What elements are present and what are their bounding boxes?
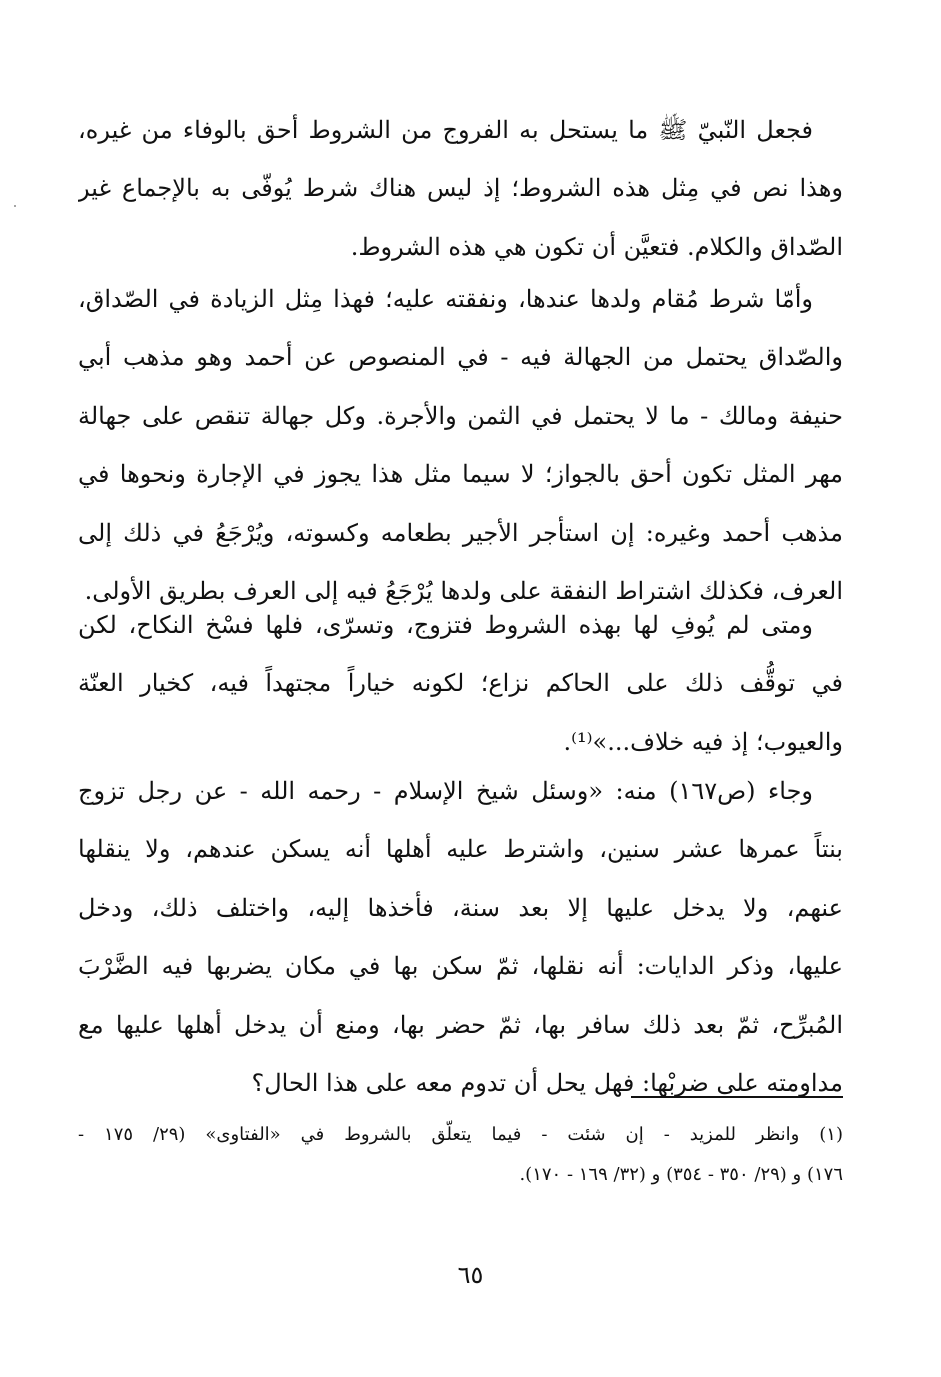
paragraph-line: عليها، وذكر الدايات: أنه نقلها، ثمّ سكن بها في مكان يضربها فيه الضَّرْبَ (78, 952, 843, 981)
paragraph-line: عنهم، ولا يدخل عليها إلا بعد سنة، فأخذها إليه، واختلف ذلك، ودخل (78, 893, 843, 922)
footnote-line: ١٧٦) و (٢٩/ ٣٥٠ - ٣٥٤) و (٣٢/ ١٦٩ - ١٧٠). (519, 1164, 843, 1185)
paragraph-line: مداومته على ضربْها: فهل يحل أن تدوم معه على هذا الحال؟ (251, 1068, 843, 1097)
footnote-separator (631, 1096, 843, 1098)
paragraph-line: في توقُّف ذلك على الحاكم نزاع؛ لكونه خياراً مجتهداً فيه، كخيار العنّة (78, 669, 843, 698)
footnote (78, 1115, 843, 1195)
paragraph-line: فجعل النّبيّ ﷺ ما يستحل به الفروج من الشروط أحق بالوفاء من غيره، (78, 116, 813, 144)
paragraph-line: الصّداق والكلام. فتعيَّن أن تكون هي هذه الشروط. (350, 232, 843, 261)
footnote-line: (١) وانظر للمزيد - إن شئت - فيما يتعلّق بالشروط في «الفتاوى» (٢٩/ ١٧٥ - (78, 1124, 843, 1145)
paragraph-line: ومتى لم يُوفِ لها بهذه الشروط فتزوج، وتسرّى، فلها فسْخ النكاح، لكن (78, 611, 813, 639)
paragraph-line: وأمّا شرط مُقام ولدها عندها، ونفقته عليه؛ فهذا مِثل الزيادة في الصّداق، (78, 285, 813, 313)
paragraph-line: مهر المثل تكون أحق بالجواز؛ لا سيما مثل هذا يجوز في الإجارة ونحوها في (78, 460, 843, 489)
paragraph-line: والصّداق يحتمل من الجهالة فيه - في المنصوص عن أحمد وهو مذهب أبي (78, 343, 843, 372)
paragraph-1 (78, 101, 843, 276)
paragraph-line: حنيفة ومالك - ما لا يحتمل في الثمن والأجرة. وكل جهالة تنقص على جهالة (78, 401, 843, 430)
paragraph-line: مذهب أحمد وغيره: إن استأجر الأجير بطعامه وكسوته، ويُرْجَعُ في ذلك إلى (78, 518, 843, 547)
paragraph-line: وجاء (ص١٦٧) منه: «وسئل شيخ الإسلام - رحمه الله - عن رجل تزوج (78, 777, 813, 805)
page-number: ٦٥ (457, 1261, 484, 1289)
paragraph-3 (78, 596, 843, 771)
paragraph-line: وهذا نص في مِثل هذه الشروط؛ إذ ليس هناك شرط يُوفّى به بالإجماع غير (78, 174, 843, 203)
scan-speck (14, 205, 16, 207)
paragraph-line: والعيوب؛ إذ فيه خلاف...»⁽¹⁾. (563, 727, 843, 756)
paragraph-line: المُبرِّح، ثمّ بعد ذلك سافر بها، ثمّ حضر بها، ومنع أن يدخل أهلها عليها مع (78, 1010, 843, 1039)
paragraph-2 (78, 270, 843, 620)
paragraph-line: العرف، فكذلك اشتراط النفقة على ولدها يُرْجَعُ فيه إلى العرف بطريق الأولى. (84, 576, 843, 605)
paragraph-4 (78, 762, 843, 1112)
paragraph-line: بنتاً عمرها عشر سنين، واشترط عليه أهلها أنه يسكن عندهم، ولا ينقلها (78, 835, 843, 864)
